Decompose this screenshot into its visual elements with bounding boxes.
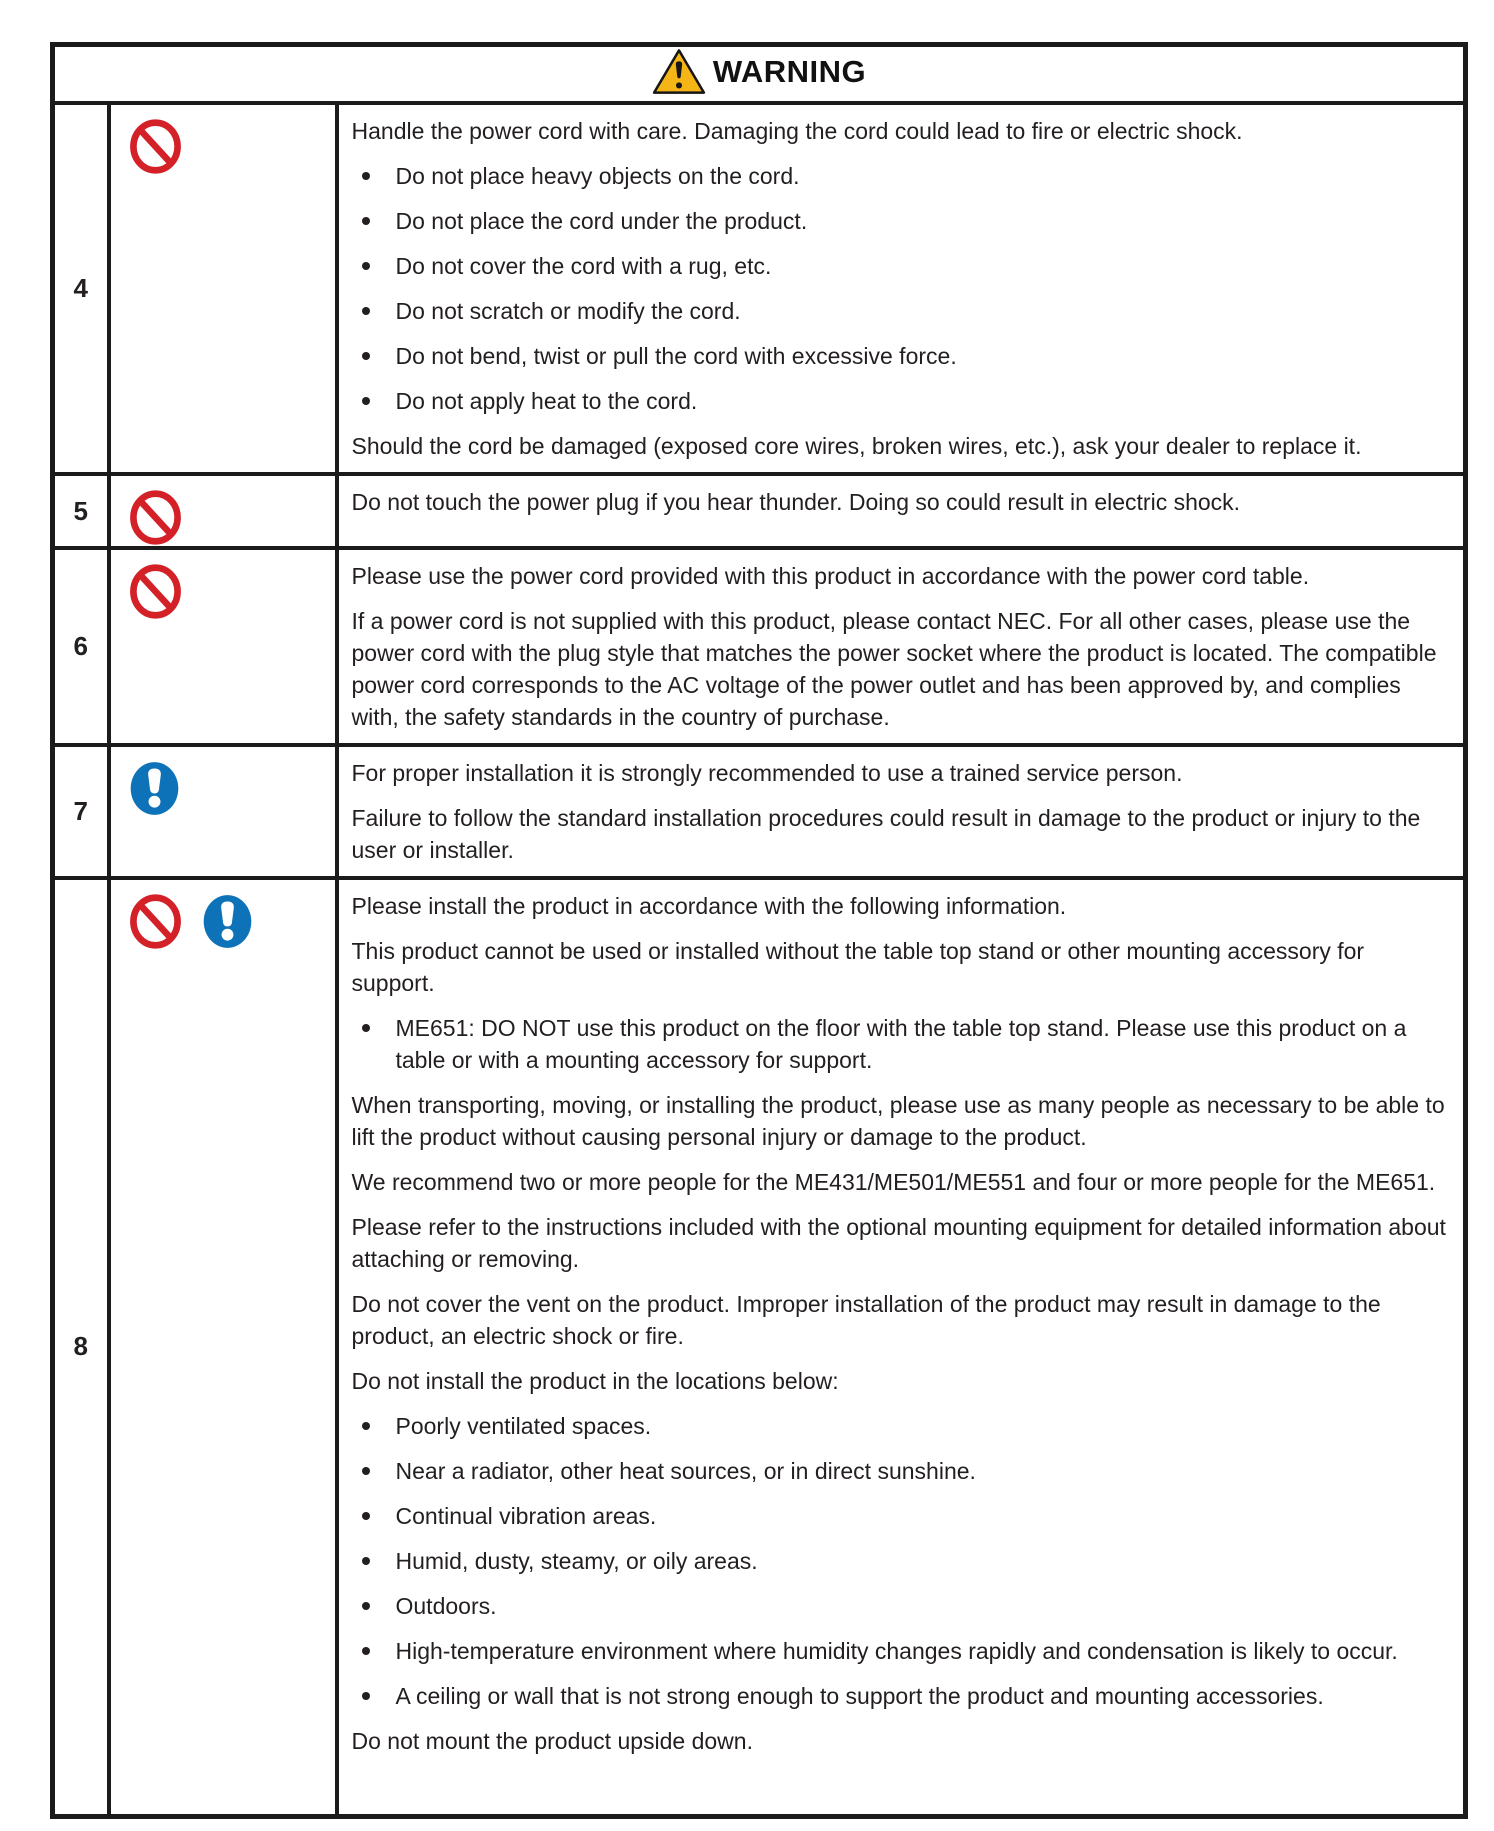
bullet-item [352, 1500, 1450, 1532]
bullet-text: Do not scratch or modify the cord. [395, 298, 741, 324]
bullet-icon [362, 1602, 370, 1610]
table-row [53, 745, 1466, 878]
table-row [53, 878, 1466, 1816]
warning-table [50, 42, 1468, 1819]
paragraph: Do not cover the vent on the product. Improper installation of the product may result in damage to the product, an electric shock or fire. [351, 1291, 1381, 1349]
bullet-icon [362, 1024, 370, 1032]
prohibition-icon [129, 893, 182, 950]
warning-triangle-icon [652, 47, 706, 96]
bullet-text: Humid, dusty, steamy, or oily areas. [395, 1548, 758, 1574]
prohibition-icon [129, 563, 182, 620]
bullet-item [352, 1635, 1450, 1667]
row-icons-cell [109, 745, 337, 878]
icons-group [129, 893, 335, 950]
bullet-icon [362, 262, 370, 270]
bullet-icon [362, 397, 370, 405]
bullet-item [352, 340, 1450, 372]
paragraph: Please use the power cord provided with this product in accordance with the power cord table. [351, 563, 1310, 589]
bullet-icon [362, 1467, 370, 1475]
row-number: 6 [53, 548, 109, 745]
table-row [53, 103, 1466, 474]
bullet-item [352, 295, 1450, 327]
bullet-text: Continual vibration areas. [395, 1503, 657, 1529]
paragraph: This product cannot be used or installed without the table top stand or other mounting accessory for support. [351, 938, 1365, 996]
mandatory-action-icon [129, 760, 180, 817]
icons-group [129, 489, 335, 546]
paragraph: Should the cord be damaged (exposed core wires, broken wires, etc.), ask your dealer to replace it. [351, 433, 1362, 459]
warning-title: WARNING [712, 53, 867, 89]
bullet-text: Near a radiator, other heat sources, or in direct sunshine. [395, 1458, 976, 1484]
prohibition-icon [129, 489, 182, 546]
bullet-item [352, 385, 1450, 417]
row-icons-cell [109, 548, 337, 745]
bullet-text: ME651: DO NOT use this product on the floor with the table top stand. Please use this product on a table or with a mounting accessory for support. [395, 1015, 1407, 1073]
row-icons-cell [109, 103, 337, 474]
bullet-text: High-temperature environment where humidity changes rapidly and condensation is likely to occur. [395, 1638, 1398, 1664]
paragraph: Please refer to the instructions included with the optional mounting equipment for detailed information about attaching or removing. [351, 1214, 1446, 1272]
icons-group [129, 563, 335, 620]
row-content-cell [337, 103, 1466, 474]
row-icons-cell [109, 878, 337, 1816]
bullet-icon [362, 307, 370, 315]
bullet-icon [362, 352, 370, 360]
bullet-item [352, 1680, 1450, 1712]
row-number: 8 [53, 878, 109, 1816]
bullet-text: Poorly ventilated spaces. [395, 1413, 652, 1439]
bullet-item [352, 250, 1450, 282]
row-content-cell [337, 548, 1466, 745]
bullet-item [352, 1590, 1450, 1622]
icons-group [129, 118, 335, 175]
row-number: 7 [53, 745, 109, 878]
bullet-item [352, 205, 1450, 237]
bullet-item [352, 1410, 1450, 1442]
bullet-text: Do not place heavy objects on the cord. [395, 163, 800, 189]
warning-header [53, 45, 1466, 104]
bullet-item [352, 1012, 1450, 1076]
row-icons-cell [109, 474, 337, 548]
paragraph: If a power cord is not supplied with this product, please contact NEC. For all other cases, please use the power cord with the plug style that matches the power socket where the product is located. The compatible power cord corresponds to the AC voltage of the power outlet and has been approved by, and complies with, the safety standards in the country of purchase. [351, 608, 1437, 730]
bullet-text: Outdoors. [395, 1593, 497, 1619]
paragraph: Do not mount the product upside down. [351, 1728, 753, 1754]
row-content-cell [337, 878, 1466, 1816]
bullet-item [352, 1545, 1450, 1577]
bullet-text: Do not cover the cord with a rug, etc. [395, 253, 772, 279]
bullet-icon [362, 172, 370, 180]
prohibition-icon [129, 118, 182, 175]
bullet-icon [362, 1692, 370, 1700]
paragraph: For proper installation it is strongly recommended to use a trained service person. [351, 760, 1183, 786]
paragraph: Failure to follow the standard installation procedures could result in damage to the product or injury to the user or installer. [351, 805, 1421, 863]
warning-header-row [53, 45, 1466, 104]
row-number: 5 [53, 474, 109, 548]
warning-table-body [53, 103, 1466, 1816]
bullet-icon [362, 217, 370, 225]
paragraph: When transporting, moving, or installing the product, please use as many people as necessary to be able to lift the product without causing personal injury or damage to the product. [351, 1092, 1445, 1150]
row-content-cell [337, 745, 1466, 878]
paragraph: Do not touch the power plug if you hear thunder. Doing so could result in electric shock. [351, 489, 1241, 515]
row-content-cell [337, 474, 1466, 548]
bullet-icon [362, 1647, 370, 1655]
bullet-item [352, 160, 1450, 192]
mandatory-action-icon [202, 893, 253, 950]
paragraph: Do not install the product in the locations below: [351, 1368, 839, 1394]
paragraph: Please install the product in accordance with the following information. [351, 893, 1067, 919]
bullet-icon [362, 1557, 370, 1565]
bullet-text: A ceiling or wall that is not strong enough to support the product and mounting accessories. [395, 1683, 1324, 1709]
row-number: 4 [53, 103, 109, 474]
icons-group [129, 760, 335, 817]
paragraph: We recommend two or more people for the ME431/ME501/ME551 and four or more people for the ME651. [351, 1169, 1436, 1195]
paragraph: Handle the power cord with care. Damaging the cord could lead to fire or electric shock. [351, 118, 1243, 144]
bullet-icon [362, 1422, 370, 1430]
bullet-icon [362, 1512, 370, 1520]
bullet-item [352, 1455, 1450, 1487]
bullet-text: Do not bend, twist or pull the cord with excessive force. [395, 343, 957, 369]
table-row [53, 548, 1466, 745]
table-row [53, 474, 1466, 548]
bullet-text: Do not apply heat to the cord. [395, 388, 698, 414]
bullet-text: Do not place the cord under the product. [395, 208, 808, 234]
